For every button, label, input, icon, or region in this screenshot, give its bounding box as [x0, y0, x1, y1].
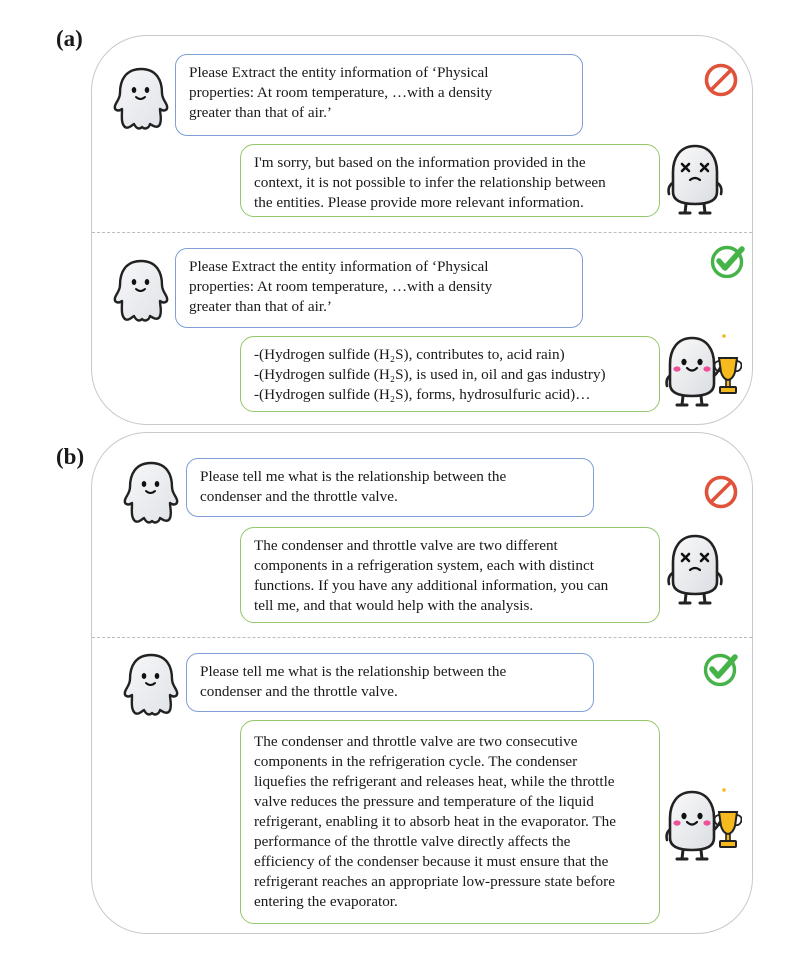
bot-answer-bubble: -(Hydrogen sulfide (H₂S), contributes to, acid rain) -(Hydrogen sulfide (H₂S), is used in, oil and gas industry) -(Hydrogen sulfide (H₂S), forms, hydrosulfuric acid)…	[240, 336, 660, 412]
prohibited-icon	[703, 474, 739, 510]
user-question-bubble: Please Extract the entity information of ‘Physical properties: At room temperature, …with a density greater than that of air.’	[175, 54, 583, 136]
panel-b-label: (b)	[56, 444, 85, 469]
confused-bot-icon	[664, 142, 726, 216]
prohibited-icon	[703, 62, 739, 98]
check-icon	[710, 244, 746, 278]
panel-a-label: (a)	[56, 26, 83, 51]
user-question-bubble: Please tell me what is the relationship between the condenser and the throttle valve.	[186, 458, 594, 517]
user-question-bubble: Please tell me what is the relationship between the condenser and the throttle valve.	[186, 653, 594, 712]
user-ghost-icon	[112, 258, 170, 324]
happy-bot-trophy-icon	[662, 786, 742, 862]
happy-bot-trophy-icon	[662, 332, 742, 408]
user-ghost-icon	[122, 460, 180, 526]
panel-b-divider	[92, 637, 752, 638]
user-ghost-icon	[112, 66, 170, 132]
user-ghost-icon	[122, 652, 180, 718]
confused-bot-icon	[664, 532, 726, 606]
bot-answer-bubble: The condenser and throttle valve are two different components in a refrigeration system, each with distinct functions. If you have any additional information, you can tell me, and that would help with the analysis.	[240, 527, 660, 623]
user-question-bubble: Please Extract the entity information of ‘Physical properties: At room temperature, …with a density greater than that of air.’	[175, 248, 583, 328]
check-icon	[703, 652, 739, 686]
panel-a-divider	[92, 232, 752, 233]
bot-answer-bubble: I'm sorry, but based on the information provided in the context, it is not possible to infer the relationship between the entities. Please provide more relevant information.	[240, 144, 660, 217]
bot-answer-bubble: The condenser and throttle valve are two consecutive components in the refrigeration cycle. The condenser liquefies the refrigerant and releases heat, while the throttle valve reduces the pressure and temperature of the liquid refrigerant, enabling it to absorb heat in the evaporator. The performance of the throttle valve directly affects the efficiency of the condenser because it must ensure that the refrigerant reaches an appropriate low-pressure state before entering the evaporator.	[240, 720, 660, 924]
